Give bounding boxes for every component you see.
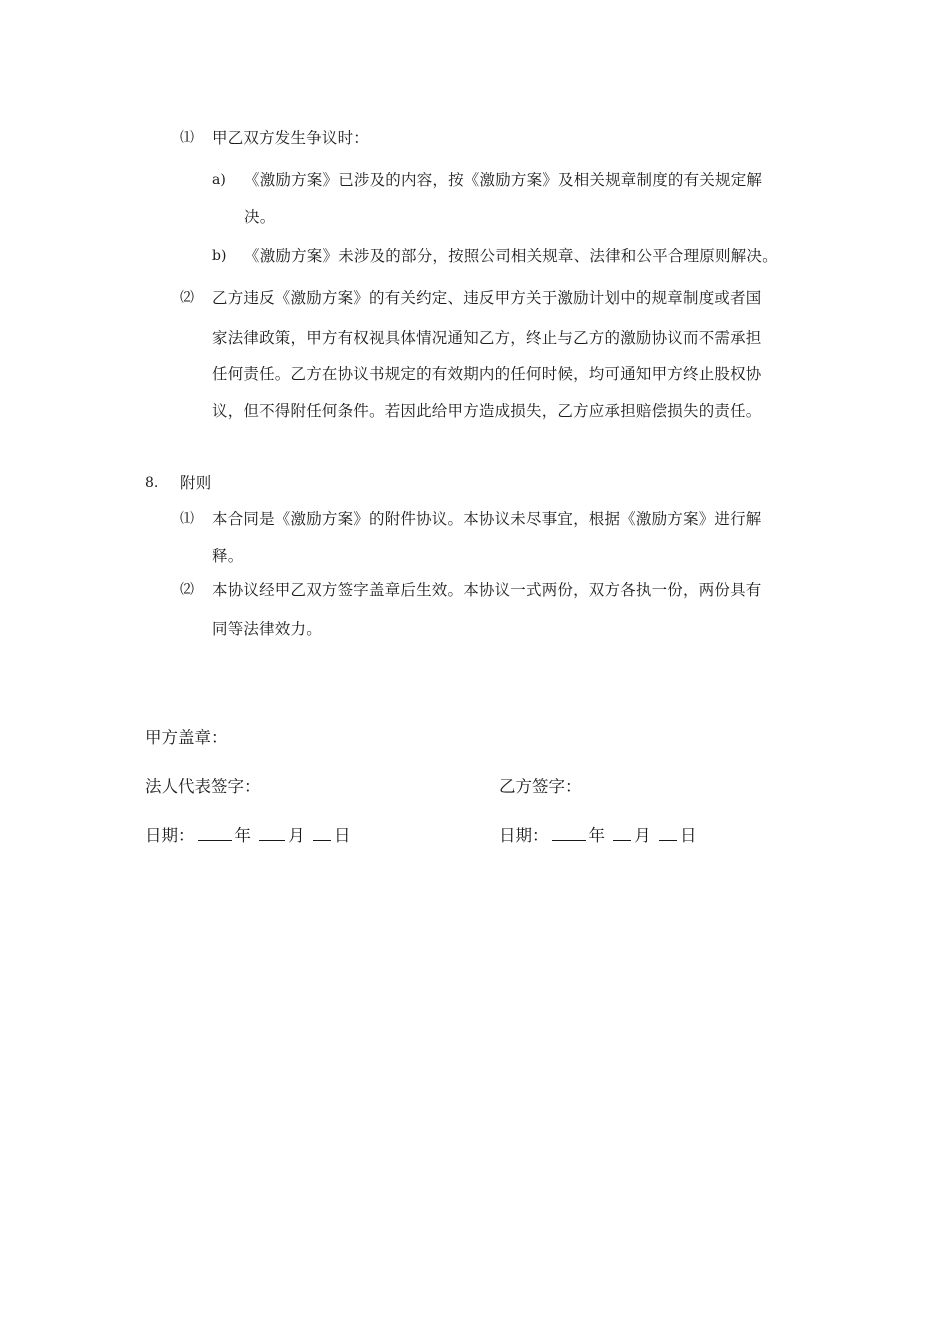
paragraph-line: 本协议经甲乙双方签字盖章后生效。本协议一式两份，双方各执一份，两份具有 [212, 581, 762, 599]
year-blank [552, 824, 586, 841]
paragraph-line: 任何责任。乙方在协议书规定的有效期内的任何时候，均可通知甲方终止股权协 [212, 365, 762, 383]
year-label: 年 [234, 826, 251, 845]
item-marker: ⑵ [180, 582, 194, 598]
item-marker: ⑵ [180, 290, 194, 306]
party-a-date-line [145, 824, 351, 848]
clause-title: 附则 [180, 474, 212, 492]
month-blank [613, 824, 631, 841]
sub-item-marker: a) [212, 172, 226, 188]
paragraph-line: 决。 [244, 208, 276, 226]
paragraph-line: 《激励方案》已涉及的内容，按《激励方案》及相关规章制度的有关规定解 [244, 171, 763, 189]
year-label: 年 [588, 826, 605, 845]
legal-rep-sign-label: 法人代表签字： [145, 777, 261, 796]
date-label: 日期： [499, 826, 549, 845]
party-b-sign-label: 乙方签字： [499, 777, 582, 796]
date-label: 日期： [145, 826, 195, 845]
day-label: 日 [680, 826, 697, 845]
paragraph-line: 甲乙双方发生争议时： [212, 129, 370, 147]
item-marker: ⑴ [180, 130, 194, 146]
paragraph-line: 本合同是《激励方案》的附件协议。本协议未尽事宜，根据《激励方案》进行解 [212, 510, 762, 528]
clause-number: 8. [145, 475, 159, 491]
day-blank [659, 824, 677, 841]
paragraph-line: 议，但不得附任何条件。若因此给甲方造成损失，乙方应承担赔偿损失的责任。 [212, 402, 762, 420]
party-a-seal-label: 甲方盖章： [145, 728, 228, 747]
item-marker: ⑴ [180, 511, 194, 527]
month-label: 月 [634, 826, 651, 845]
month-label: 月 [288, 826, 305, 845]
paragraph-line: 家法律政策，甲方有权视具体情况通知乙方，终止与乙方的激励协议而不需承担 [212, 329, 762, 347]
paragraph-line: 同等法律效力。 [212, 620, 322, 638]
month-blank [259, 824, 285, 841]
paragraph-line: 释。 [212, 547, 244, 565]
paragraph-line: 乙方违反《激励方案》的有关约定、违反甲方关于激励计划中的规章制度或者国 [212, 289, 762, 307]
paragraph-line: 《激励方案》未涉及的部分，按照公司相关规章、法律和公平合理原则解决。 [244, 247, 778, 265]
party-b-date-line [499, 824, 697, 848]
day-blank [313, 824, 331, 841]
year-blank [198, 824, 232, 841]
day-label: 日 [334, 826, 351, 845]
sub-item-marker: b) [212, 248, 227, 264]
